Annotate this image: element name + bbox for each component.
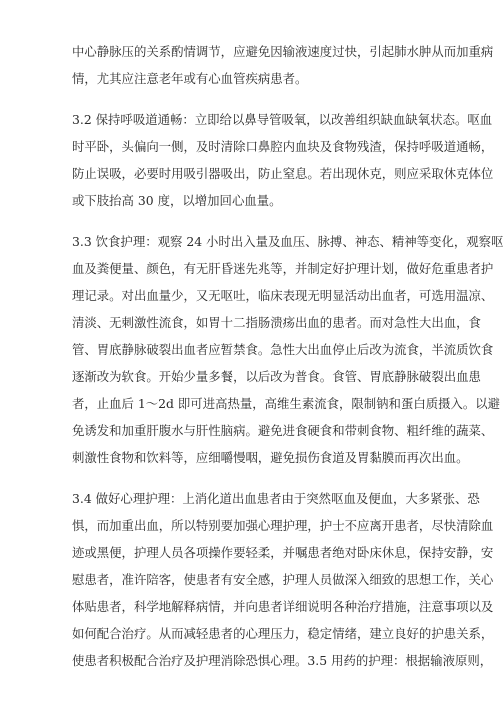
text-line: 时平卧，头偏向一侧，及时清除口鼻腔内血块及食物残渣，保持呼吸道通畅，: [72, 139, 494, 154]
text-line: 迹或黑便，护理人员各项操作要轻柔，并嘱患者绝对卧床休息，保持安静，安: [72, 545, 494, 560]
paragraph-psychological-care: [72, 485, 494, 674]
text-line: 中心静脉压的关系酌情调节，应避免因输液速度过快，引起肺水肿从而加重病: [72, 44, 494, 59]
text-line: 管、胃底静脉破裂出血者应暂禁食。急性大出血停止后改为流食，半流质饮食: [72, 342, 494, 357]
paragraph-cvp-adjustment: [72, 38, 494, 92]
text-line: 清淡、无刺激性流食，如胃十二指肠溃疡出血的患者。而对急性大出血，食: [72, 315, 481, 330]
text-line: 血及粪便量、颜色，有无肝昏迷先兆等，并制定好护理计划，做好危重患者护: [72, 261, 494, 276]
text-line: 如何配合治疗。从而减轻患者的心理压力，稳定情绪，建立良好的护患关系，: [72, 626, 494, 641]
text-line: 刺激性食物和饮料等，应细嚼慢咽，避免损伤食道及胃黏膜而再次出血。: [72, 450, 469, 465]
paragraph-airway: [72, 106, 494, 214]
text-line: 慰患者，准许陪客，使患者有安全感，护理人员做深入细致的思想工作，关心: [72, 572, 494, 587]
paragraph-diet: [72, 228, 503, 471]
text-line: 理记录。对出血量少，又无呕吐，临床表现无明显活动出血者，可选用温凉、: [72, 288, 494, 303]
text-line: 防止误吸，必要时用吸引器吸出，防止窒息。若出现休克，则应采取休克体位: [72, 166, 494, 181]
text-line: 惧，而加重出血，所以特别要加强心理护理，护士不应离开患者，尽快清除血: [72, 518, 494, 533]
text-line: 3.4 做好心理护理：上消化道出血患者由于突然呕血及便血，大多紧张、恐: [72, 491, 480, 506]
text-line: 体贴患者，科学地解释病情，并向患者详细说明各种治疗措施，注意事项以及: [72, 599, 494, 614]
text-line: 3.2 保持呼吸道通畅：立即给以鼻导管吸氧，以改善组织缺血缺氧状态。呕血: [72, 112, 493, 127]
text-line: 使患者积极配合治疗及护理消除恐惧心理。3.5 用药的护理：根据输液原则，: [72, 653, 493, 668]
text-line: 或下肢抬高 30 度，以增加回心血量。: [72, 193, 282, 208]
text-line: 3.3 饮食护理：观察 24 小时出入量及血压、脉搏、神态、精神等变化，观察呕: [72, 234, 503, 249]
text-line: 者，止血后 1～2d 即可进高热量，高维生素流食，限制钠和蛋白质摄入。以避: [72, 396, 501, 411]
text-line: 逐渐改为软食。开始少量多餐，以后改为普食。食管、胃底静脉破裂出血患: [72, 369, 481, 384]
text-line: 免诱发和加重肝腹水与肝性脑病。避免进食硬食和带刺食物、粗纤维的蔬菜、: [72, 423, 494, 438]
text-line: 情，尤其应注意老年或有心血管疾病患者。: [72, 71, 308, 86]
